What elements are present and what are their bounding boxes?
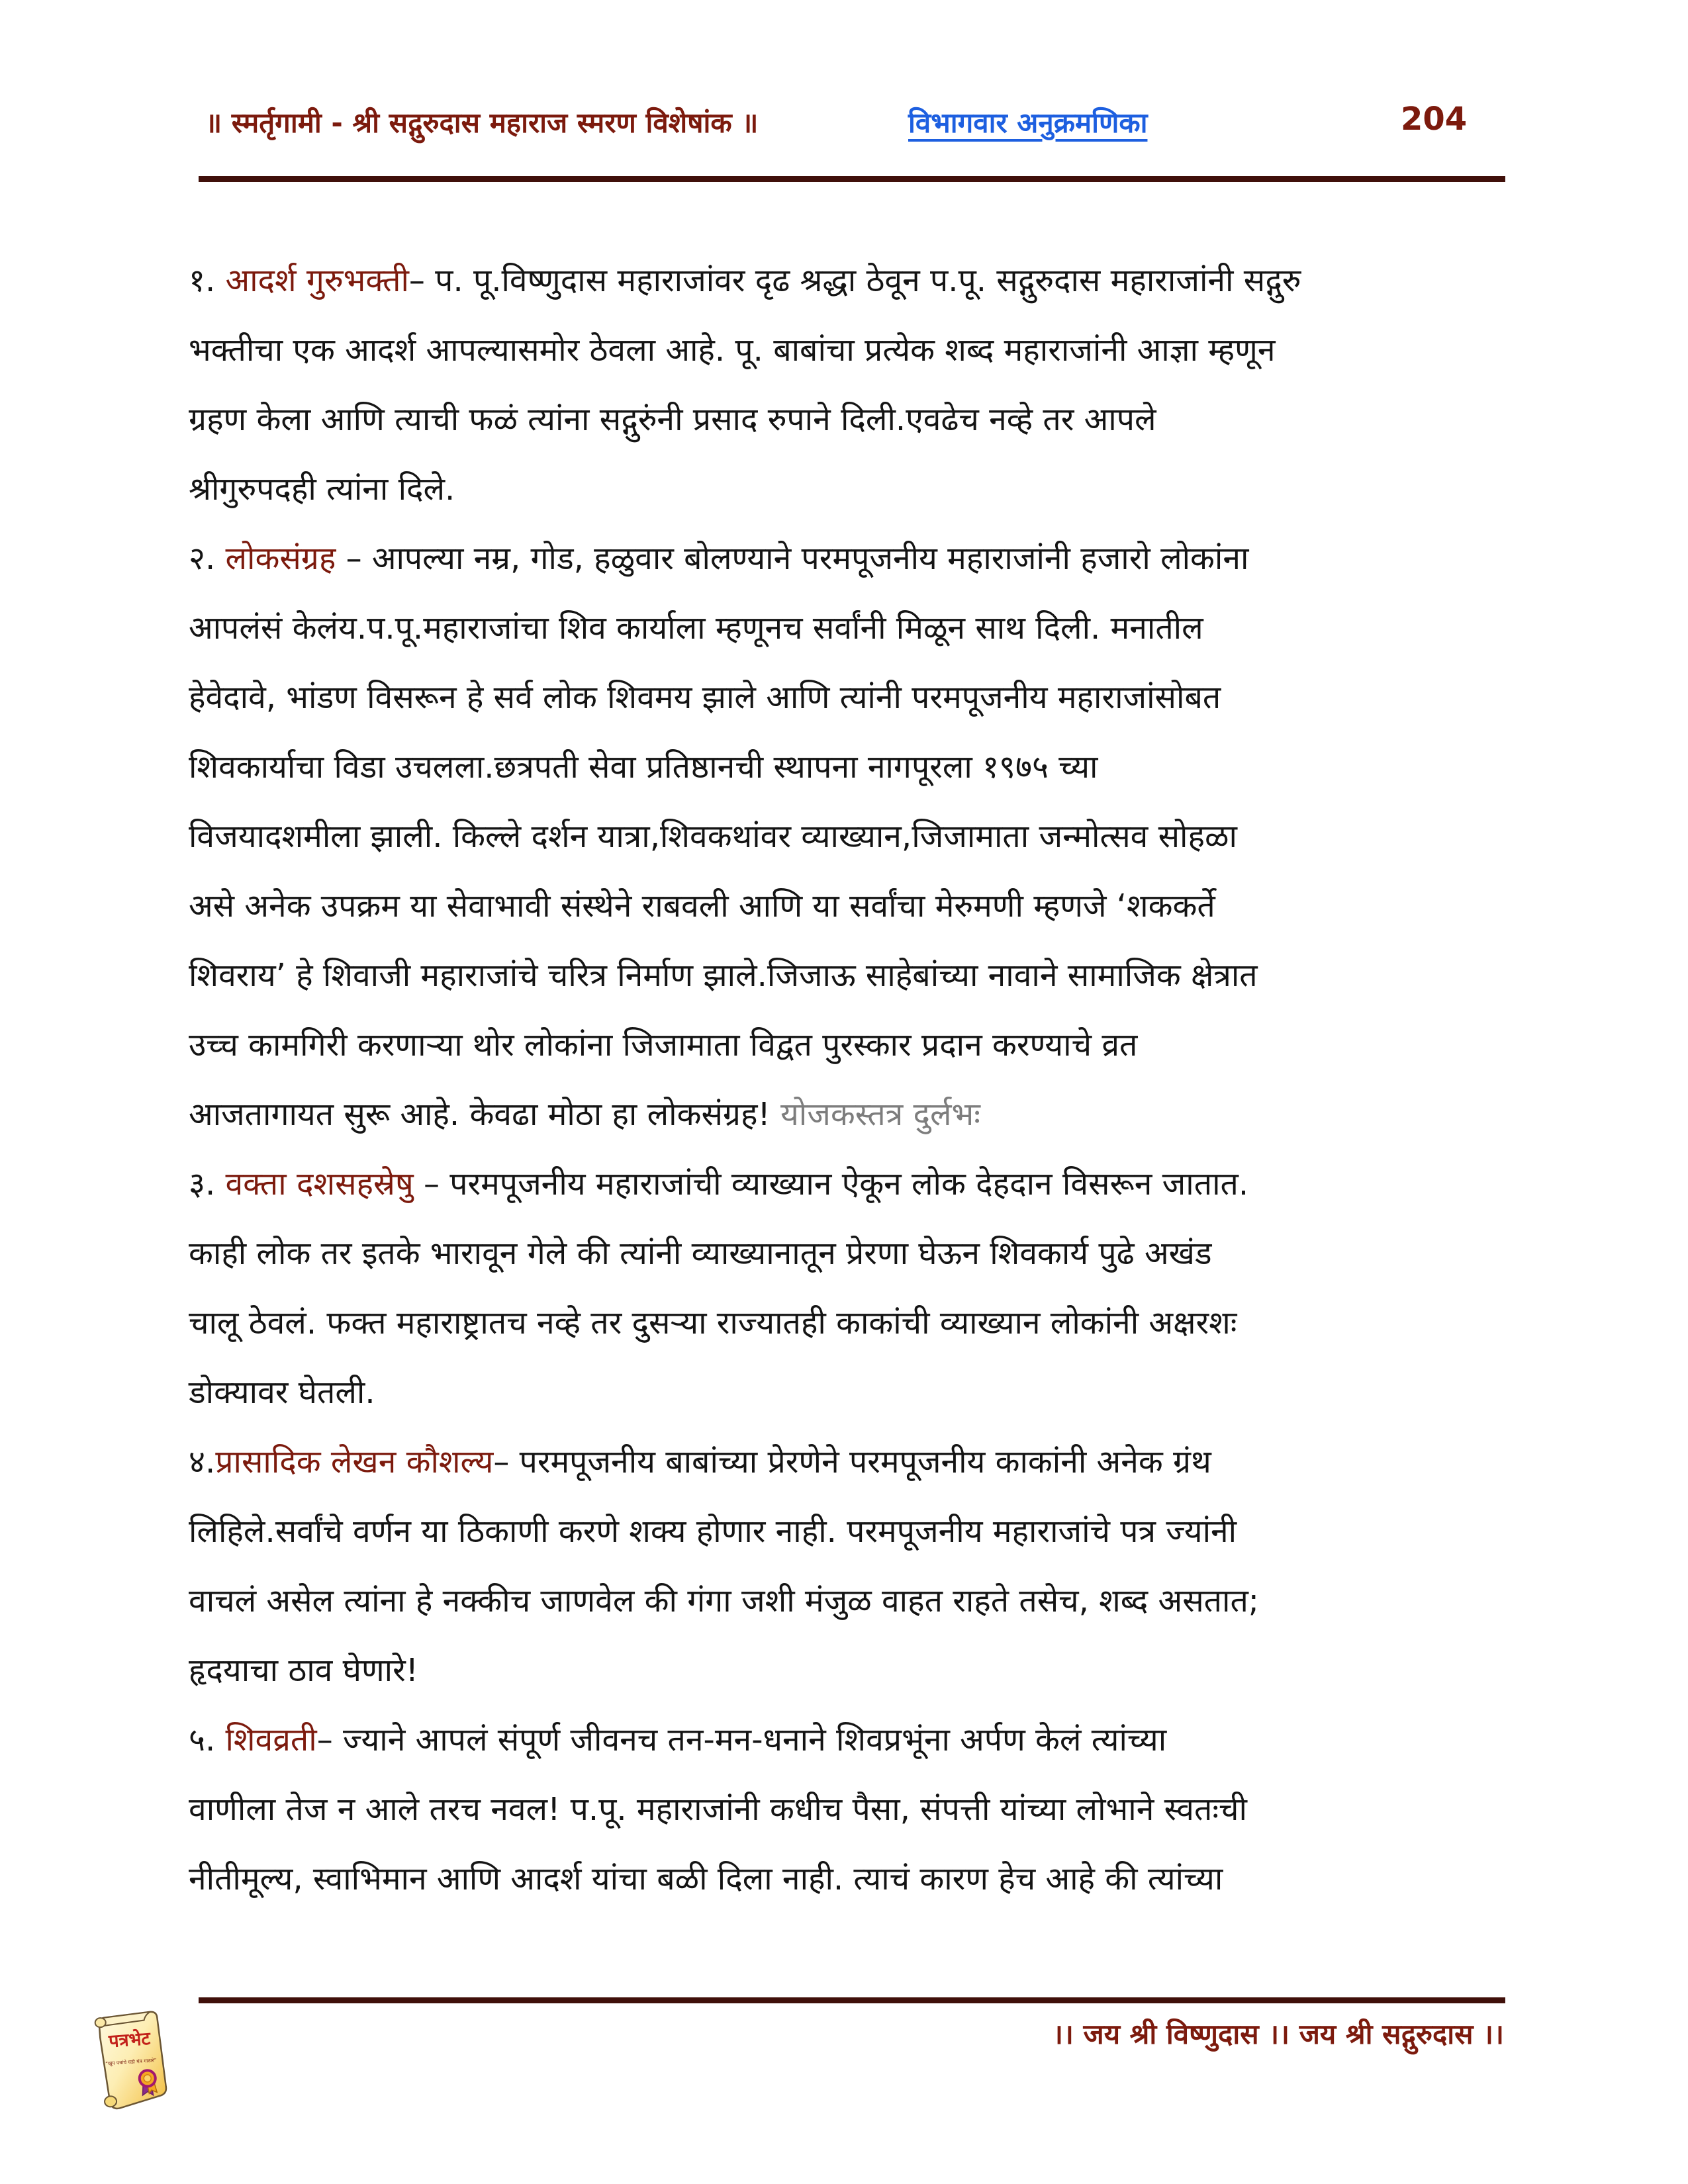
keyword-text: प्रासादिक लेखन कौशल्य [215,1443,494,1480]
text-segment: श्रीगुरुपदही त्यांना दिले. [189,471,455,508]
patrabhet-scroll-logo [90,2009,173,2115]
text-segment: ४. [189,1443,216,1480]
body-line [189,1219,1506,1289]
text-segment: २. [189,540,226,577]
body-line [189,663,1506,733]
body-line [189,524,1506,594]
body-line [189,1636,1506,1706]
text-segment: – परमपूजनीय महाराजांची व्याख्यान ऐकून लोक देहदान विसरून जातात. [413,1165,1249,1203]
text-segment: आजतागायत सुरू आहे. केवढा मोठा हा लोकसंग्रह! [189,1096,780,1133]
body-line [189,1150,1506,1219]
body-line [189,455,1506,524]
text-segment: हेवेदावे, भांडण विसरून हे सर्व लोक शिवमय झाले आणि त्यांनी परमपूजनीय महाराजांसोबत [189,679,1221,716]
keyword-text: आदर्श गुरुभक्ती [225,262,409,299]
body-line [189,941,1506,1011]
text-segment: ५. [189,1721,226,1758]
text-segment: भक्तीचा एक आदर्श आपल्यासमोर ठेवला आहे. पू. बाबांचा प्रत्येक शब्द महाराजांनी आज्ञा म्हणून [189,332,1276,369]
body-text [189,246,1506,1914]
body-line [189,1497,1506,1567]
body-line [189,802,1506,872]
text-segment: आपलंसं केलंय.प.पू.महाराजांचा शिव कार्याला म्हणूनच सर्वांनी मिळून साथ दिली. मनातील [189,610,1203,647]
text-segment: ग्रहण केला आणि त्याची फळं त्यांना सद्गुरुंनी प्रसाद रुपाने दिली.एवढेच नव्हे तर आपले [189,401,1156,438]
footer-salutation: ।। जय श्री विष्णुदास ।। जय श्री सद्गुरुदास ।। [1053,2018,1504,2050]
text-segment: – प. पू.विष्णुदास महाराजांवर दृढ श्रद्धा ठेवून प.पू. सद्गुरुदास महाराजांनी सद्गुरु [408,262,1301,299]
body-line [189,1428,1506,1497]
footer-divider [199,1997,1505,2003]
text-segment: १. [189,262,226,299]
logo-wordmark: पत्रभेट [108,2028,152,2052]
text-segment: हृदयाचा ठाव घेणारे! [189,1652,418,1689]
logo-tagline: “खूप पत्रांचे घडो मंत्र गाठारे” [105,2057,157,2067]
sanskrit-quote-text: योजकस्तत्र दुर्लभः [780,1096,980,1133]
text-segment: नीतीमूल्य, स्वाभिमान आणि आदर्श यांचा बळी दिला नाही. त्याचं कारण हेच आहे की त्यांच्या [189,1860,1223,1897]
text-segment: लिहिले.सर्वांचे वर्णन या ठिकाणी करणे शक्य होणार नाही. परमपूजनीय महाराजांचे पत्र ज्यांनी [189,1513,1237,1550]
header-divider [199,176,1505,182]
text-segment: असे अनेक उपक्रम या सेवाभावी संस्थेने राबवली आणि या सर्वांचा मेरुमणी म्हणजे ‘शककर्ते [189,887,1215,925]
text-segment: – आपल्या नम्र, गोड, हळुवार बोलण्याने परमपूजनीय महाराजांनी हजारो लोकांना [336,540,1249,577]
body-line [189,1358,1506,1428]
text-segment: – परमपूजनीय बाबांच्या प्रेरणेने परमपूजनीय काकांनी अनेक ग्रंथ [493,1443,1211,1480]
text-segment: वाचलं असेल त्यांना हे नक्कीच जाणवेल की गंगा जशी मंजुळ वाहत राहते तसेच, शब्द असतात; [189,1582,1259,1619]
body-line [189,1289,1506,1358]
body-line [189,246,1506,316]
text-segment: शिवकार्याचा विडा उचलला.छत्रपती सेवा प्रतिष्ठानची स्थापना नागपूरला १९७५ च्या [189,749,1098,786]
page-number: 204 [1401,101,1468,138]
keyword-text: लोकसंग्रह [225,540,336,577]
keyword-text: वक्ता दशसहस्रेषु [225,1165,414,1203]
scroll-icon [95,2011,167,2110]
text-segment: डोक्यावर घेतली. [189,1374,375,1411]
body-line [189,872,1506,941]
page-header-title: ॥ स्मर्तृगामी - श्री सद्गुरुदास महाराज स्मरण विशेषांक ॥ [205,107,759,139]
body-line [189,1706,1506,1775]
keyword-text: शिवव्रती [225,1721,317,1758]
section-index-link[interactable]: विभागवार अनुक्रमणिका [908,107,1148,139]
text-segment: ३. [189,1165,226,1203]
body-line [189,1775,1506,1844]
body-line [189,316,1506,385]
text-segment: विजयादशमीला झाली. किल्ले दर्शन यात्रा,शिवकथांवर व्याख्यान,जिजामाता जन्मोत्सव सोहळा [189,818,1237,855]
text-segment: उच्च कामगिरी करणाऱ्या थोर लोकांना जिजामाता विद्वत पुरस्कार प्रदान करण्याचे व्रत [189,1026,1138,1064]
body-line [189,385,1506,455]
body-line [189,594,1506,663]
body-line [189,1011,1506,1080]
text-segment: काही लोक तर इतके भारावून गेले की त्यांनी व्याख्यानातून प्रेरणा घेऊन शिवकार्य पुढे अखंड [189,1235,1212,1272]
text-segment: वाणीला तेज न आले तरच नवल! प.पू. महाराजांनी कधीच पैसा, संपत्ती यांच्या लोभाने स्वतःची [189,1791,1247,1828]
text-segment: चालू ठेवलं. फक्त महाराष्ट्रातच नव्हे तर दुसऱ्या राज्यातही काकांची व्याख्यान लोकांनी अक्षरशः [189,1304,1237,1342]
text-segment: – ज्याने आपलं संपूर्ण जीवनच तन-मन-धनाने शिवप्रभूंना अर्पण केलं त्यांच्या [316,1721,1167,1758]
body-line [189,1844,1506,1914]
body-line [189,1080,1506,1150]
body-line [189,1567,1506,1636]
body-line [189,733,1506,802]
text-segment: शिवराय’ हे शिवाजी महाराजांचे चरित्र निर्माण झाले.जिजाऊ साहेबांच्या नावाने सामाजिक क्षेत्रात [189,957,1258,994]
